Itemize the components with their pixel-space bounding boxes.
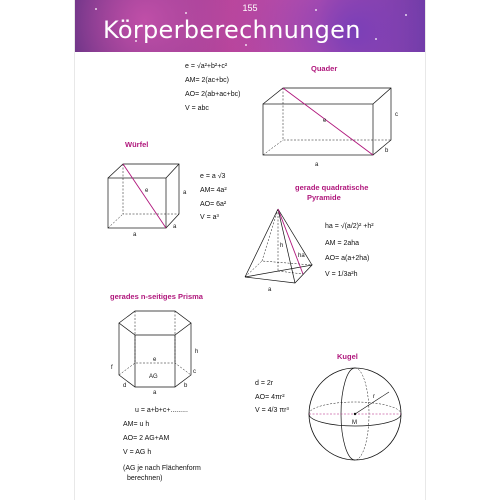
quader-hidden-edge: [263, 140, 283, 155]
page-header: [75, 0, 425, 52]
kugel-equator-back: [309, 402, 401, 414]
pyramide-hidden-edge: [262, 209, 278, 261]
pyramide-edge: [245, 209, 278, 277]
quader-label-e: e: [323, 118, 327, 124]
star-decoration: [245, 44, 247, 46]
pyramide-base-half: [278, 271, 303, 274]
wuerfel-formula-diagonal: e = a √3: [200, 173, 226, 180]
prisma-formula-mantel: AM= u h: [123, 421, 150, 428]
wuerfel-formula-mantel: AM= 4a²: [200, 187, 227, 194]
prisma-formula-oberflaeche: AO= 2 AG+AM: [123, 435, 170, 442]
prisma-label-a: a: [153, 390, 157, 396]
wuerfel-figure: [103, 158, 193, 238]
section-title-quader: Quader: [311, 64, 338, 73]
prisma-label-e: e: [153, 357, 157, 363]
wuerfel-formula-volumen: V = a³: [200, 214, 219, 221]
prisma-label-c: c: [193, 369, 196, 375]
quader-front-face: [263, 104, 373, 155]
page-title: Körperberechnungen: [103, 16, 361, 44]
pyramide-edge: [278, 209, 312, 265]
wuerfel-hidden-edge: [108, 214, 123, 228]
pyramide-formula-oberflaeche: AO= a(a+2ha): [325, 255, 370, 262]
kugel-formula-volumen: V = 4/3 πr³: [255, 407, 289, 414]
pyramide-label-a: a: [268, 287, 272, 293]
quader-back-edges: [263, 88, 391, 155]
star-decoration: [375, 38, 377, 40]
quader-figure: [253, 80, 403, 170]
quader-label-b: b: [385, 148, 389, 154]
quader-formula-diagonal: e = √a²+b²+c²: [185, 63, 228, 70]
wuerfel-label-a-depth: a: [173, 224, 177, 230]
section-title-wuerfel: Würfel: [125, 140, 149, 149]
kugel-formula-durchmesser: d = 2r: [255, 380, 274, 387]
pyramide-base-visible: [245, 265, 312, 283]
prisma-label-f: f: [111, 365, 113, 371]
kugel-center-point: [354, 413, 356, 415]
wuerfel-label-a-bottom: a: [133, 232, 137, 238]
quader-formula-mantel: AM= 2(ac+bc): [185, 77, 229, 84]
wuerfel-edge: [166, 164, 179, 178]
pyramide-formula-mantel: AM = 2aha: [325, 240, 360, 247]
quader-edge: [373, 88, 391, 104]
prisma-label-ag: AG: [149, 374, 158, 380]
pyramide-label-ha: ha: [298, 253, 305, 259]
wuerfel-formula-oberflaeche: AO= 6a²: [200, 201, 227, 208]
section-title-pyramide-line2: Pyramide: [307, 193, 341, 202]
kugel-label-r: r: [373, 394, 375, 400]
prisma-formula-volumen: V = AG h: [123, 449, 152, 456]
kugel-label-m: M: [352, 420, 357, 426]
quader-formula-oberflaeche: AO= 2(ab+ac+bc): [185, 91, 241, 98]
pyramide-figure: [240, 205, 335, 295]
kugel-radius: [355, 392, 389, 414]
section-title-pyramide-line1: gerade quadratische: [295, 183, 369, 192]
section-title-kugel: Kugel: [337, 352, 358, 361]
wuerfel-hidden-edges: [123, 164, 179, 214]
prisma-top-face: [119, 311, 191, 335]
prisma-note-line2: berechnen): [127, 475, 163, 482]
kugel-figure: [303, 364, 413, 464]
section-title-prisma: gerades n-seitiges Prisma: [110, 292, 203, 301]
star-decoration: [405, 14, 407, 16]
prisma-label-b: b: [184, 383, 188, 389]
page-number: 155: [242, 3, 258, 13]
pyramide-formula-volumen: V = 1/3a²h: [325, 271, 358, 278]
quader-hidden-edges: [283, 88, 391, 140]
pyramide-base-hidden: [245, 261, 312, 277]
pyramide-formula-seitenhoehe: ha = √(a/2)² +h²: [325, 223, 374, 230]
wuerfel-label-e: e: [145, 188, 149, 194]
quader-label-a: a: [315, 162, 319, 168]
textbook-page: [75, 0, 425, 500]
prisma-label-d: d: [123, 383, 127, 389]
prisma-figure: [107, 303, 212, 395]
kugel-formula-oberflaeche: AO= 4πr²: [255, 394, 285, 401]
quader-label-c: c: [395, 112, 398, 118]
wuerfel-label-a-height: a: [183, 190, 187, 196]
prisma-formula-umfang: u = a+b+c+.........: [135, 407, 188, 414]
quader-space-diagonal: [283, 88, 373, 155]
quader-formula-volumen: V = abc: [185, 105, 209, 112]
pyramide-label-h: h: [280, 243, 284, 249]
wuerfel-space-diagonal: [123, 164, 166, 228]
prisma-label-h: h: [195, 349, 199, 355]
prisma-note-line1: (AG je nach Flächenform: [123, 465, 201, 472]
